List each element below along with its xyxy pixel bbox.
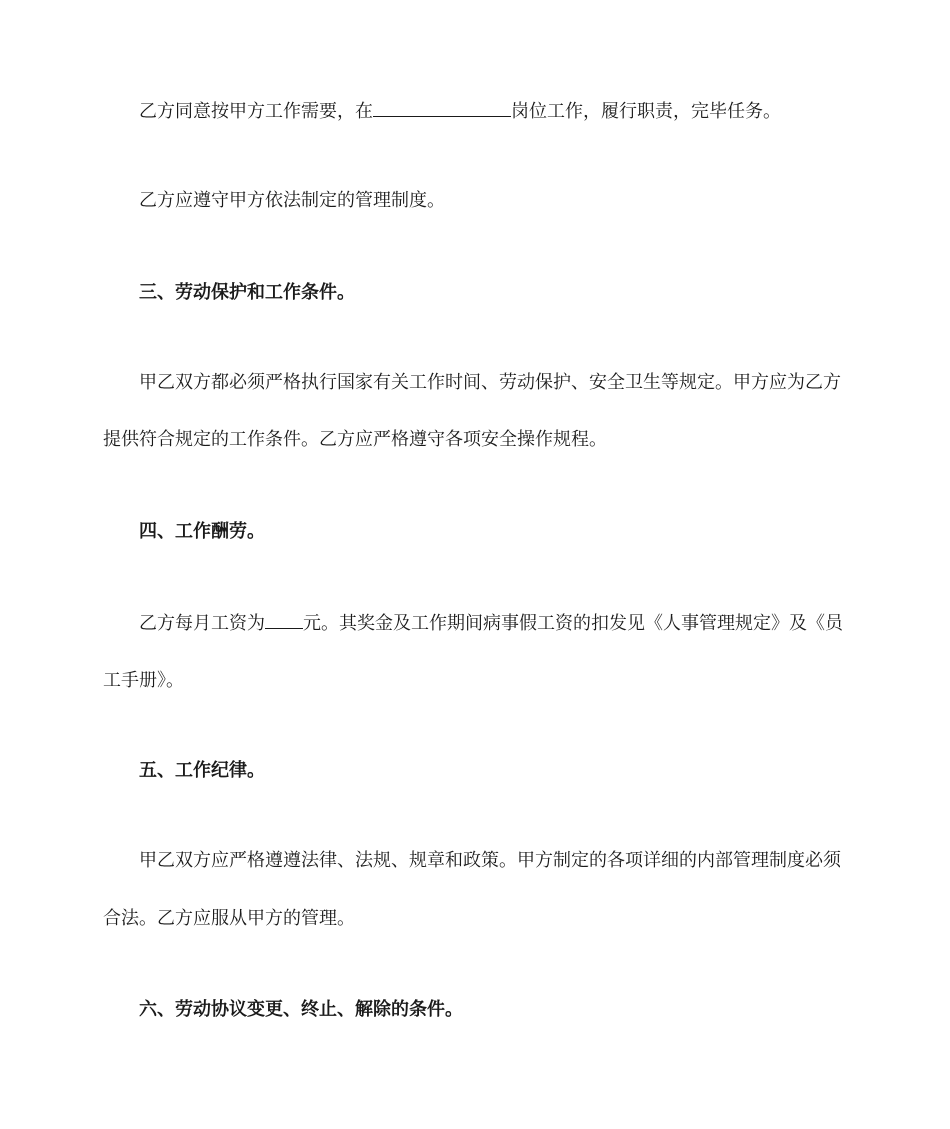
- post-assignment-text-before: 乙方同意按甲方工作需要，在: [139, 101, 373, 122]
- paragraph-management-rules: 乙方应遵守甲方依法制定的管理制度。: [139, 190, 445, 211]
- paragraph-protection-line-2: 提供符合规定的工作条件。乙方应严格遵守各项安全操作规程。: [103, 429, 607, 450]
- post-blank-field: [373, 98, 511, 117]
- paragraph-salary-line-1: [139, 610, 853, 636]
- salary-text-before: 乙方每月工资为: [139, 613, 265, 634]
- section-heading-6: 六、劳动协议变更、终止、解除的条件。: [139, 999, 463, 1020]
- paragraph-salary-line-2: 工手册》。: [103, 670, 184, 691]
- section-heading-4: 四、工作酬劳。: [139, 521, 265, 542]
- paragraph-post-assignment: [139, 98, 853, 124]
- salary-blank-field: [265, 610, 303, 629]
- paragraph-discipline-line-1: 甲乙双方应严格遵遵法律、法规、规章和政策。甲方制定的各项详细的内部管理制度必须: [139, 850, 841, 871]
- paragraph-discipline-line-2: 合法。乙方应服从甲方的管理。: [103, 908, 355, 929]
- paragraph-protection-line-1: 甲乙双方都必须严格执行国家有关工作时间、劳动保护、安全卫生等规定。甲方应为乙方: [139, 372, 841, 393]
- section-heading-3: 三、劳动保护和工作条件。: [139, 282, 355, 303]
- salary-text-after: 元。其奖金及工作期间病事假工资的扣发见《人事管理规定》及《员: [303, 613, 843, 634]
- section-heading-5: 五、工作纪律。: [139, 760, 265, 781]
- post-assignment-text-after: 岗位工作，履行职责，完毕任务。: [511, 101, 781, 122]
